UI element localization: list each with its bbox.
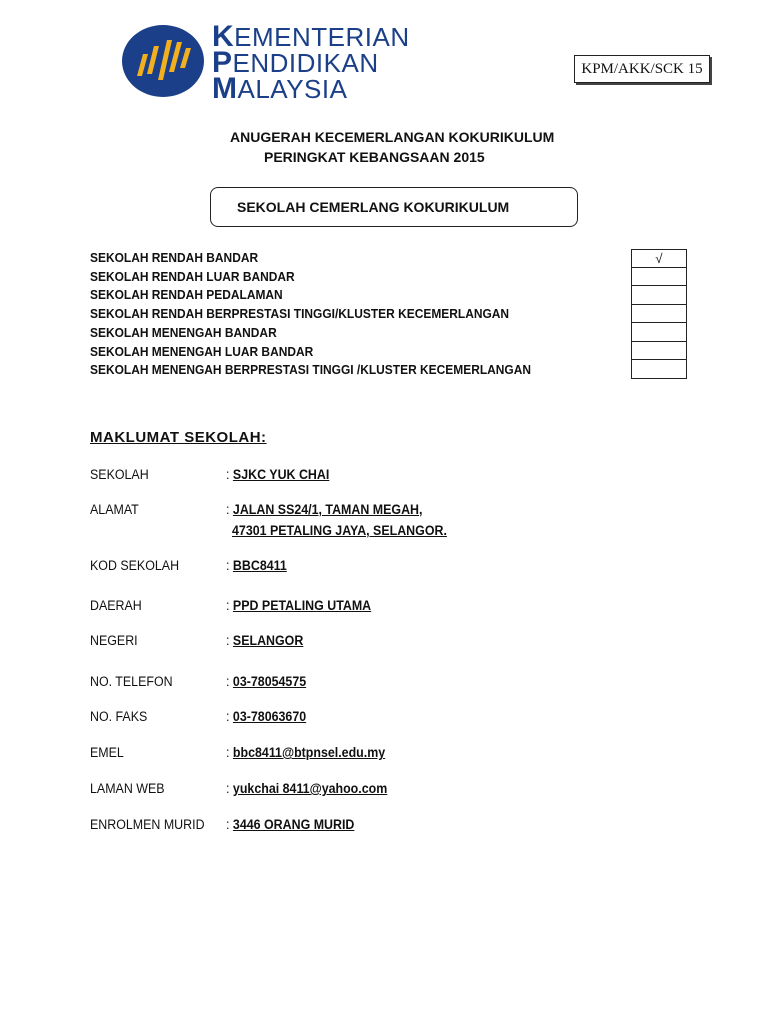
category-checkbox[interactable] (631, 286, 687, 305)
award-level: PERINGKAT KEBANGSAAN 2015 (264, 149, 485, 165)
label-emel: EMEL (90, 745, 124, 760)
value-enrolmen: : 3446 ORANG MURID (226, 817, 355, 832)
school-info-heading: MAKLUMAT SEKOLAH: (90, 429, 267, 446)
value-negeri: : SELANGOR (226, 633, 304, 648)
category-checkbox[interactable] (631, 323, 687, 342)
label-daerah: DAERAH (90, 598, 142, 613)
label-telefon: NO. TELEFON (90, 674, 173, 689)
value-laman-web: : yukchai 8411@yahoo.com (226, 781, 388, 796)
logo-line-3: MALAYSIA (212, 72, 348, 105)
label-kod-sekolah: KOD SEKOLAH (90, 558, 180, 573)
category-checkbox[interactable] (631, 268, 687, 287)
value-alamat-1: : JALAN SS24/1, TAMAN MEGAH, (226, 502, 423, 517)
label-faks: NO. FAKS (90, 709, 148, 724)
ministry-logo-text (212, 20, 410, 105)
label-laman-web: LAMAN WEB (90, 781, 165, 796)
school-category-list (90, 249, 531, 380)
category-checkbox[interactable] (631, 342, 687, 361)
category-checkbox-column (631, 249, 687, 379)
label-alamat: ALAMAT (90, 502, 139, 517)
category-item: SEKOLAH RENDAH BERPRESTASI TINGGI/KLUSTER KECEMERLANGAN (90, 306, 510, 322)
form-code-box: KPM/AKK/SCK 15 (574, 55, 710, 83)
category-item: SEKOLAH MENENGAH BANDAR (90, 324, 277, 340)
value-telefon: : 03-78054575 (226, 674, 307, 689)
category-item: SEKOLAH RENDAH PEDALAMAN (90, 287, 283, 303)
value-sekolah: : SJKC YUK CHAI (226, 467, 330, 482)
banner-text: SEKOLAH CEMERLANG KOKURIKULUM (237, 199, 510, 215)
category-checkbox[interactable]: √ (631, 249, 687, 268)
value-faks: : 03-78063670 (226, 709, 307, 724)
ministry-logo-emblem (121, 24, 205, 98)
category-checkbox[interactable] (631, 360, 687, 379)
category-banner (210, 187, 578, 227)
label-enrolmen: ENROLMEN MURID (90, 817, 205, 832)
award-title: ANUGERAH KECEMERLANGAN KOKURIKULUM (230, 129, 555, 145)
value-alamat-2: 47301 PETALING JAYA, SELANGOR. (232, 523, 447, 538)
label-sekolah: SEKOLAH (90, 467, 149, 482)
category-checkbox[interactable] (631, 305, 687, 324)
category-item: SEKOLAH MENENGAH BERPRESTASI TINGGI /KLUSTER KECEMERLANGAN (90, 362, 531, 378)
value-emel: : bbc8411@btpnsel.edu.my (226, 745, 386, 760)
category-item: SEKOLAH RENDAH LUAR BANDAR (90, 268, 295, 284)
value-daerah: : PPD PETALING UTAMA (226, 598, 372, 613)
label-negeri: NEGERI (90, 633, 138, 648)
category-item: SEKOLAH RENDAH BANDAR (90, 250, 259, 265)
logo-line-1: KEMENTERIAN (212, 20, 410, 53)
logo-line-2: PENDIDIKAN (212, 46, 379, 79)
value-kod-sekolah: : BBC8411 (226, 558, 287, 573)
category-item: SEKOLAH MENENGAH LUAR BANDAR (90, 343, 314, 359)
